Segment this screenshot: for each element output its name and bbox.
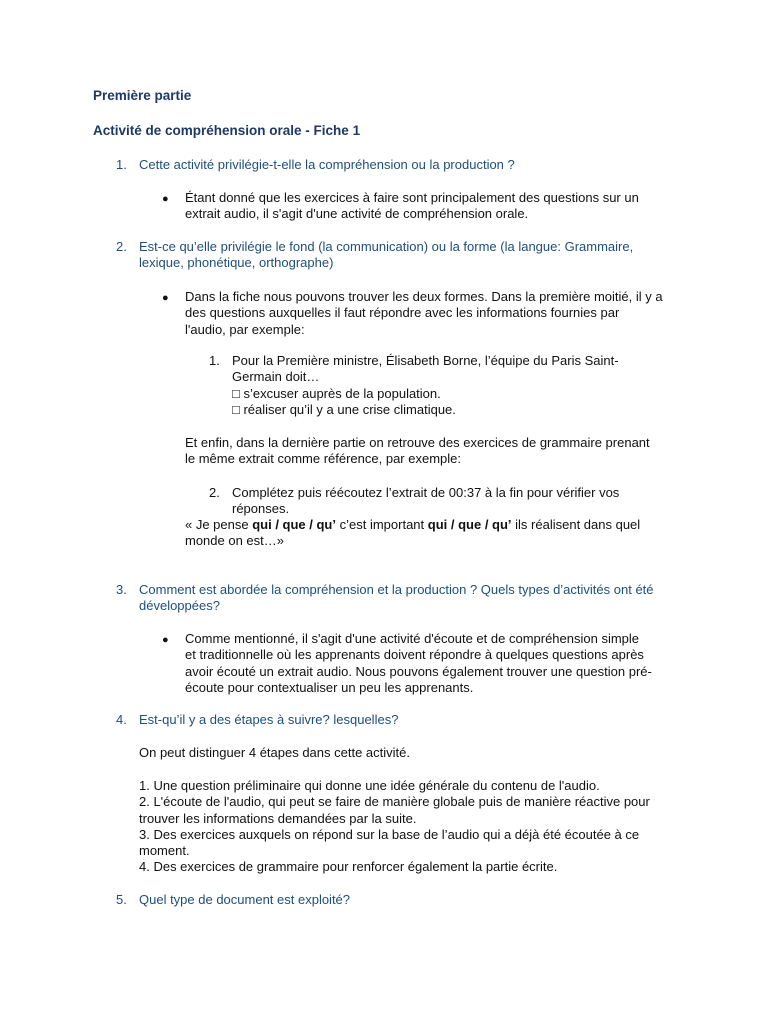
example-1-number: 1. bbox=[209, 353, 220, 368]
answer-2 bbox=[185, 289, 663, 338]
example-1-line: Germain doit… bbox=[232, 369, 320, 385]
answer-2-line: des questions auxquelles il faut répondre avec les informations fournies par bbox=[185, 305, 620, 321]
example-1 bbox=[232, 353, 619, 418]
question-4-text: Est-qu’il y a des étapes à suivre? lesquelles? bbox=[139, 712, 399, 727]
answer-3-line: Comme mentionné, il s'agit d'une activité d'écoute et de compréhension simple bbox=[185, 631, 640, 646]
quote-text: « Je pense bbox=[185, 517, 253, 532]
answer-2-line: Dans la fiche nous pouvons trouver les deux formes. Dans la première moitié, il y a bbox=[185, 289, 663, 304]
question-5-number: 5. bbox=[116, 892, 127, 907]
question-3-text bbox=[139, 582, 654, 615]
question-1-text: Cette activité privilégie-t-elle la compréhension ou la production ? bbox=[139, 157, 515, 172]
question-2-number: 2. bbox=[116, 239, 127, 254]
example-2 bbox=[232, 485, 619, 518]
quote-bold: qui / que / qu’ bbox=[252, 517, 336, 532]
answer-3-line: écoute pour contextualiser un peu les apprenants. bbox=[185, 679, 474, 695]
step-line: moment. bbox=[139, 843, 190, 859]
quote-bold: qui / que / qu’ bbox=[427, 517, 512, 532]
followup-line: le même extrait comme référence, par exemple: bbox=[185, 451, 461, 467]
step-line: 3. Des exercices auxquels on répond sur la base de l’audio qui a déjà été écoutée à ce bbox=[139, 826, 640, 842]
answer-1-line: extrait audio, il s'agit d'une activité de compréhension orale. bbox=[185, 206, 529, 222]
bullet-icon: ● bbox=[162, 292, 169, 304]
question-2-line: Est-ce qu’elle privilégie le fond (la communication) ou la forme (la langue: Grammaire, bbox=[139, 239, 634, 254]
answer-3-line: avoir écouté un extrait audio. Nous pouvons également trouver une question pré- bbox=[185, 663, 652, 679]
step-line: 1. Une question préliminaire qui donne une idée générale du contenu de l'audio. bbox=[139, 778, 600, 793]
followup-line: Et enfin, dans la dernière partie on retrouve des exercices de grammaire prenant bbox=[185, 435, 650, 450]
quote-line-2: monde on est…» bbox=[185, 533, 285, 549]
question-1-number: 1. bbox=[116, 157, 127, 172]
question-2-text bbox=[139, 239, 633, 272]
answer-1 bbox=[185, 190, 639, 223]
part-title: Première partie bbox=[93, 88, 192, 103]
answer-1-line: Étant donné que les exercices à faire sont principalement des questions sur un bbox=[185, 190, 639, 205]
answer-3 bbox=[185, 631, 652, 696]
example-2-number: 2. bbox=[209, 485, 220, 500]
example-2-line: réponses. bbox=[232, 501, 290, 517]
question-5-text: Quel type de document est exploité? bbox=[139, 892, 351, 907]
example-2-line: Complétez puis réécoutez l’extrait de 00:37 à la fin pour vérifier vos bbox=[232, 485, 620, 500]
step-line: 2. L'écoute de l'audio, qui peut se faire de manière globale puis de manière réactive pour bbox=[139, 794, 650, 810]
step-line: trouver les informations demandées par la suite. bbox=[139, 810, 417, 826]
steps-intro: On peut distinguer 4 étapes dans cette activité. bbox=[139, 745, 411, 760]
activity-title: Activité de compréhension orale - Fiche 1 bbox=[93, 123, 361, 138]
bullet-icon: ● bbox=[162, 193, 169, 205]
answer-3-line: et traditionnelle où les apprenants doivent répondre à quelques questions après bbox=[185, 647, 644, 663]
question-3-line: développées? bbox=[139, 598, 220, 614]
example-1-line: Pour la Première ministre, Élisabeth Borne, l’équipe du Paris Saint- bbox=[232, 353, 619, 368]
example-1-option: □ réaliser qu’il y a une crise climatique. bbox=[232, 401, 456, 417]
step-line: 4. Des exercices de grammaire pour renforcer également la partie écrite. bbox=[139, 859, 558, 875]
steps-list bbox=[139, 778, 650, 876]
question-2-line: lexique, phonétique, orthographe) bbox=[139, 255, 334, 271]
example-1-option: □ s’excuser auprès de la population. bbox=[232, 385, 441, 401]
quote-text: c’est important bbox=[336, 517, 428, 532]
quote-line-1 bbox=[185, 517, 640, 533]
bullet-icon: ● bbox=[162, 634, 169, 646]
quote-text: ils réalisent dans quel bbox=[511, 517, 641, 532]
followup-text bbox=[185, 435, 650, 468]
question-3-number: 3. bbox=[116, 582, 127, 597]
example-quote bbox=[185, 517, 640, 550]
answer-2-line: l'audio, par exemple: bbox=[185, 321, 305, 337]
question-3-line: Comment est abordée la compréhension et la production ? Quels types d’activités ont été bbox=[139, 582, 654, 597]
question-4-number: 4. bbox=[116, 712, 127, 727]
